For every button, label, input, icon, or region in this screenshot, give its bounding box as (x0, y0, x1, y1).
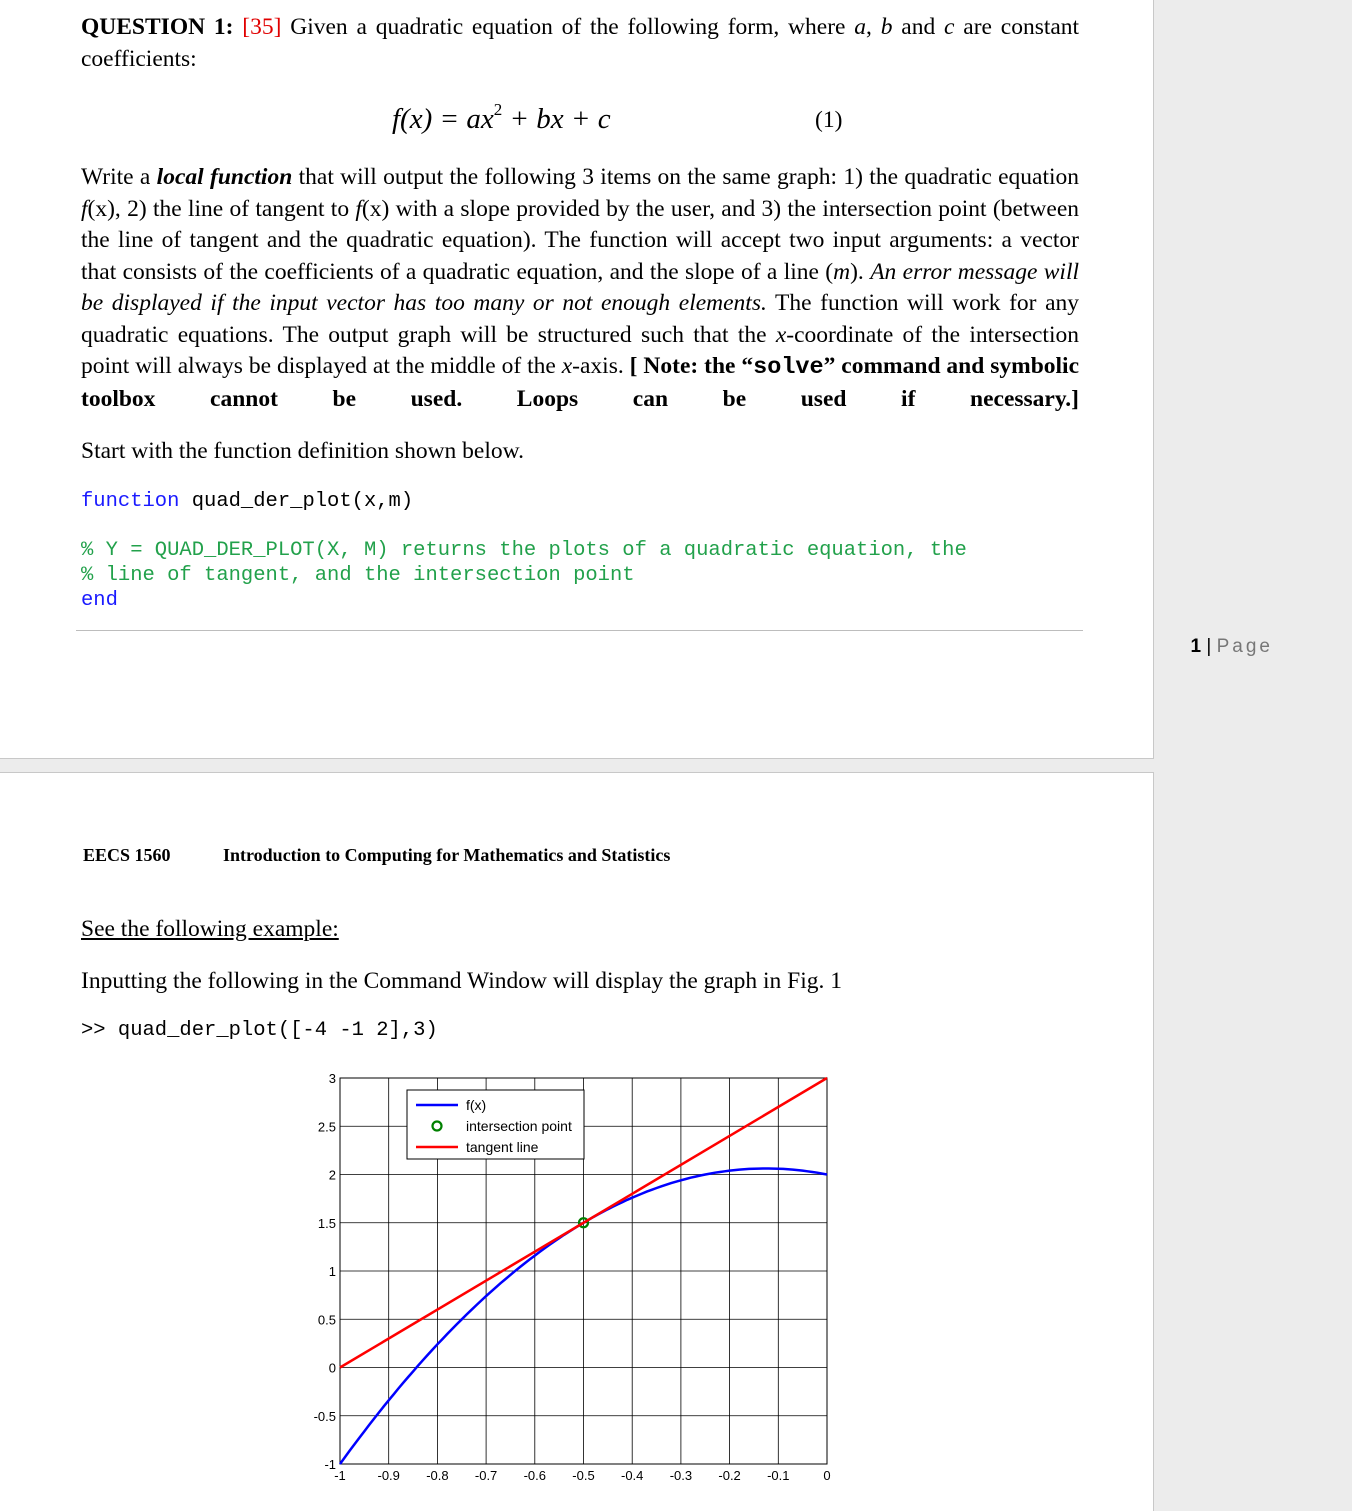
x-tick-label: -0.2 (718, 1468, 741, 1483)
y-tick-label: 0 (328, 1360, 336, 1376)
legend-intersection-label: intersection point (466, 1118, 572, 1134)
course-title: Introduction to Computing for Mathematics and Statistics (223, 845, 671, 865)
x-tick-label: -0.1 (767, 1468, 790, 1483)
chart-legend (407, 1090, 584, 1159)
x-tick-label: -0.4 (620, 1468, 644, 1483)
y-tick-label: 0.5 (317, 1312, 336, 1328)
error-message-note: An error message will be displayed if the input vector has too many or not enough elements. (81, 258, 1080, 316)
question-marks: [35] (242, 14, 282, 40)
question-heading: QUESTION 1: [35] Given a quadratic equation of the following form, where a, b and c are constant coefficients: (81, 14, 1080, 72)
legend-fx-label: f(x) (466, 1097, 487, 1113)
local-function-emphasis: local function (156, 164, 293, 190)
y-tick-label: -0.5 (313, 1408, 336, 1424)
footer-rule (76, 630, 1083, 631)
y-tick-label: 1 (328, 1264, 336, 1279)
command-line: >> quad_der_plot([-4 -1 2],3) (81, 1019, 438, 1042)
x-tick-label: -0.8 (426, 1468, 449, 1483)
x-tick-label: -0.7 (474, 1468, 498, 1483)
x-tick-label: -0.9 (377, 1468, 400, 1483)
x-tick-label: 0 (823, 1468, 831, 1483)
y-tick-label: -1 (324, 1457, 336, 1472)
equation-number: (1) (815, 107, 843, 133)
question-label: QUESTION 1: (81, 14, 234, 40)
legend-tangent-label: tangent line (466, 1139, 539, 1155)
x-tick-label: -1 (334, 1468, 346, 1483)
course-code: EECS 1560 (83, 845, 171, 865)
quadratic-equation: $f(x) = ax^2$ + bx + c (392, 100, 611, 135)
x-tick-label: -0.6 (523, 1468, 547, 1483)
y-tick-label: 1.5 (317, 1215, 336, 1231)
code-comment-1: % Y = QUAD_DER_PLOT(X, M) returns the plots of a quadratic equation, the (81, 539, 967, 562)
note-bold: [ Note: the “solve” command and symbolic toolbox cannot be used. Loops can be used if necessary.] (81, 353, 1080, 412)
inputting-text: Inputting the following in the Command Window will display the graph in Fig. 1 (81, 968, 843, 994)
page-number: 1 | Page (1190, 636, 1273, 657)
code-end: end (81, 589, 118, 612)
example-heading: See the following example: (81, 916, 339, 942)
code-comment-2: % line of tangent, and the intersection point (81, 564, 635, 587)
x-tick-label: -0.3 (669, 1468, 693, 1483)
code-function-line: function quad_der_plot(x,m) (81, 490, 414, 513)
y-tick-label: 2.5 (317, 1119, 336, 1135)
y-tick-label: 3 (328, 1071, 336, 1086)
figure-1-chart (290, 1064, 850, 1500)
x-tick-label: -0.5 (572, 1468, 595, 1483)
y-tick-label: 2 (328, 1167, 336, 1183)
question-body: Write a local function that will output the following 3 items on the same graph: 1) the quadratic equation f(x), 2) the line of tangent to f(x) with a slope provided by the user, and 3) the intersection point (between the line of tangent and the quadratic equation). The function will accept two input arguments: a vector that consists of the coefficients of a quadratic equation, and the slope of a line (m). An error message will be displayed if the input vector has too many or not enough elements. The function will work for any quadratic equations. The output graph will be structured such that the x-coordinate of the intersection point will always be displayed at the middle of the x-axis. [ Note: the “solve” command and symbolic toolbox cannot be used. Loops can be used if necessary.] (81, 164, 1080, 412)
start-instruction: Start with the function definition shown below. (81, 438, 524, 464)
